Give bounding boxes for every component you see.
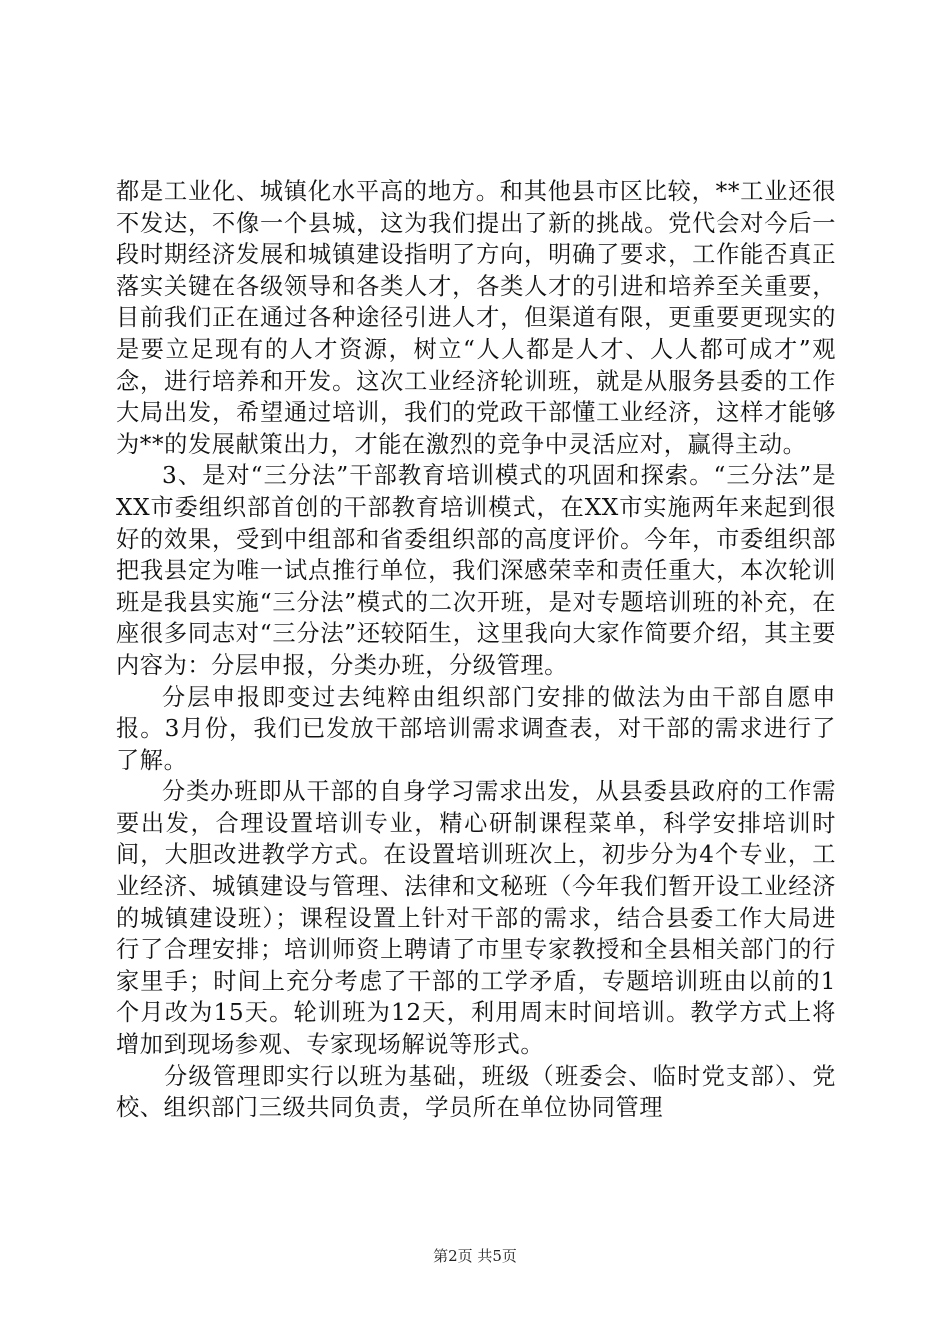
paragraph-layered-application: 分层申报即变过去纯粹由组织部门安排的做法为由干部自愿申报。3月份，我们已发放干部培训需求调查表，对干部的需求进行了了解。 — [116, 683, 836, 774]
paragraph-continuation: 都是工业化、城镇化水平高的地方。和其他县市区比较，**工业还很不发达，不像一个县城，这为我们提出了新的挑战。党代会对今后一段时期经济发展和城镇建设指明了方向，明确了要求，工作能否真正落实关键在各级领导和各类人才，各类人才的引进和培养至关重要，目前我们正在通过各种途径引进人才，但渠道有限，更重要更现实的是要立足现有的人才资源，树立“人人都是人才、人人都可成才”观念，进行培养和开发。这次工业经济轮训班，就是从服务县委的工作大局出发，希望通过培训，我们的党政干部懂工业经济，这样才能够为**的发展献策出力，才能在激烈的竞争中灵活应对，赢得主动。 — [116, 178, 836, 458]
paragraph-classified-classes: 分类办班即从干部的自身学习需求出发，从县委县政府的工作需要出发，合理设置培训专业，精心研制课程菜单，科学安排培训时间，大胆改进教学方式。在设置培训班次上，初步分为4个专业，工业经济、城镇建设与管理、法律和文秘班（今年我们暂开设工业经济的城镇建设班）；课程设置上针对干部的需求，结合县委工作大局进行了合理安排；培训师资上聘请了市里专家教授和全县相关部门的行家里手；时间上充分考虑了干部的工学矛盾，专题培训班由以前的1个月改为15天。轮训班为12天，利用周末时间培训。教学方式上将增加到现场参观、专家现场解说等形式。 — [116, 778, 836, 1059]
page-number-footer: 第2页 共5页 — [433, 1247, 517, 1265]
paragraph-graded-management: 分级管理即实行以班为基础，班级（班委会、临时党支部）、党校、组织部门三级共同负责，学员所在单位协同管理 — [116, 1062, 836, 1122]
paragraph-three-methods: 3、是对“三分法”干部教育培训模式的巩固和探索。“三分法”是XX市委组织部首创的干部教育培训模式，在XX市实施两年来起到很好的效果，受到中组部和省委组织部的高度评价。今年，市委组织部把我县定为唯一试点推行单位，我们深感荣幸和责任重大，本次轮训班是我县实施“三分法”模式的二次开班，是对专题培训班的补充，在座很多同志对“三分法”还较陌生，这里我向大家作简要介绍，其主要内容为：分层申报，分类办班，分级管理。 — [116, 462, 836, 679]
document-body — [116, 176, 836, 1124]
